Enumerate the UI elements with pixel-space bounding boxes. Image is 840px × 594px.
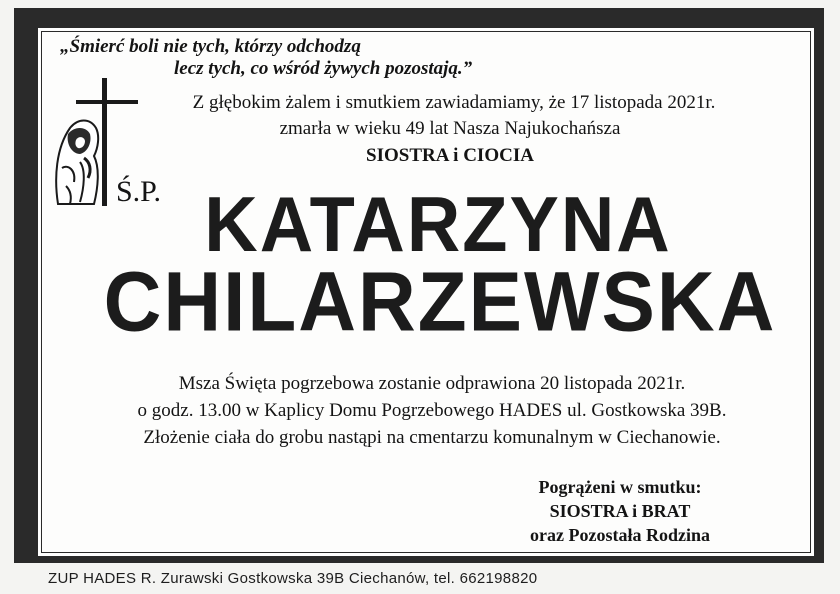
quote-line-2: lecz tych, co wśród żywych pozostają.”	[174, 58, 473, 79]
ceremony-line-2: o godz. 13.00 w Kaplicy Domu Pogrzebowego HADES ul. Gostkowska 39B.	[137, 400, 727, 421]
sp-prefix: Ś.P.	[116, 175, 162, 208]
quote-line-1: „Śmierć boli nie tych, którzy odchodzą	[60, 36, 361, 57]
mourners-line-1: SIOSTRA i BRAT	[549, 501, 691, 521]
last-name: CHILARZEWSKA	[103, 254, 777, 349]
mourners-line-2: oraz Pozostała Rodzina	[530, 525, 710, 545]
first-name: KATARZYNA	[204, 180, 672, 269]
ceremony-line-3: Złożenie ciała do grobu nastąpi na cmentarzu komunalnym w Ciechanowie.	[143, 427, 721, 448]
mourners-heading: Pogrążeni w smutku:	[538, 477, 702, 497]
relation-label: SIOSTRA i CIOCIA	[366, 145, 534, 166]
funeral-home-footer: ZUP HADES R. Zurawski Gostkowska 39B Ciechanów, tel. 662198820	[48, 570, 538, 587]
ceremony-line-1: Msza Święta pogrzebowa zostanie odprawiona 20 listopada 2021r.	[178, 373, 686, 394]
intro-line-2: zmarła w wieku 49 lat Nasza Najukochańsza	[279, 118, 621, 139]
intro-line-1: Z głębokim żalem i smutkiem zawiadamiamy, że 17 listopada 2021r.	[192, 92, 716, 113]
